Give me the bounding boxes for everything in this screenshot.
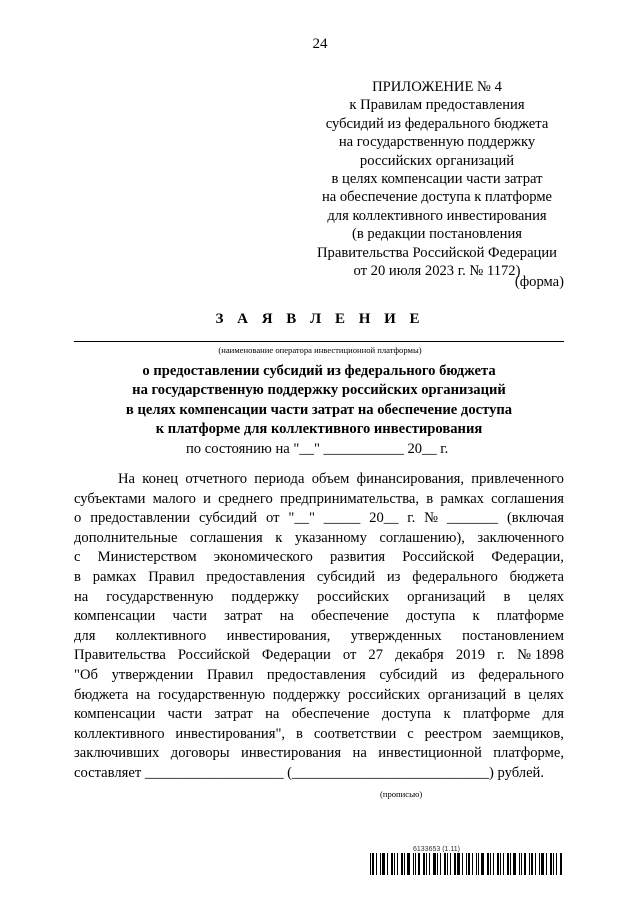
appendix-line: Правительства Российской Федерации (317, 244, 557, 261)
barcode-bar (541, 853, 544, 875)
body-word: указанному (294, 529, 367, 546)
barcode-bar (391, 853, 393, 875)
body-word: На (118, 471, 136, 487)
body-word: части (172, 608, 207, 625)
body-word: периода (254, 471, 305, 487)
barcode-bar (433, 853, 436, 875)
subject-line: о предоставлении субсидий из федерального бюджета (142, 363, 496, 379)
body-line (74, 744, 564, 764)
barcode-bar (550, 853, 552, 875)
barcode-bar (370, 853, 371, 875)
body-word: поддержку (272, 686, 341, 703)
barcode-bar (521, 853, 522, 875)
body-word: коллективного (74, 725, 165, 742)
barcode-bar (450, 853, 451, 875)
body-word: Федерации (261, 647, 331, 664)
body-word: на (265, 706, 280, 723)
body-word: доступа (405, 608, 456, 625)
body-word: инвестирования, (226, 627, 331, 644)
body-word: для (74, 627, 96, 644)
body-word: экономического (213, 549, 313, 566)
body-word: соглашению), (379, 529, 465, 546)
document-code: 6133653 (1.11) (413, 846, 460, 853)
body-word: федерального (412, 568, 498, 585)
body-line (74, 627, 564, 647)
body-word: из (386, 568, 401, 585)
body-word: "Об (74, 666, 98, 683)
barcode-bar (407, 853, 410, 875)
body-word: доступа (381, 706, 432, 723)
barcode-bar (503, 853, 504, 875)
body-word: в (513, 686, 521, 703)
body-word: от (342, 647, 357, 664)
body-word: субсидий (379, 666, 438, 683)
body-word: соглашения (491, 490, 564, 507)
body-word: в (295, 725, 303, 742)
body-word: обеспечение (291, 706, 370, 723)
body-word: Правил (206, 666, 254, 683)
barcode-bar (423, 853, 425, 875)
barcode-bar (510, 853, 511, 875)
body-word: отчетного (185, 471, 248, 487)
body-word: заключенного (477, 529, 564, 546)
barcode-bar (519, 853, 520, 875)
body-word: объем (311, 471, 350, 487)
body-word: платформе (463, 706, 531, 723)
barcode-bar (481, 853, 484, 875)
body-line (74, 705, 564, 725)
form-label: (форма) (514, 274, 564, 290)
body-word: заключивших (74, 745, 160, 762)
appendix-line: от 20 июля 2023 г. № 1172) (353, 263, 521, 280)
body-word: "__" (288, 510, 315, 527)
body-line (74, 588, 564, 608)
barcode-bar (380, 853, 381, 875)
amount-text: составляет ___________________ (___________________________) рублей. (74, 764, 545, 781)
body-word: и (203, 490, 211, 507)
barcode-bar (556, 853, 557, 875)
body-line (74, 686, 564, 706)
amount-line (74, 764, 564, 784)
body-word: части (167, 706, 203, 723)
barcode-bar (397, 853, 398, 875)
body-word: 27 (368, 647, 384, 664)
barcode-bar (387, 853, 388, 875)
body-word: Российской (402, 549, 475, 566)
body-line (74, 548, 564, 568)
barcode-bar (466, 853, 467, 875)
body-word: к (275, 529, 283, 546)
barcode-bar (444, 853, 446, 875)
barcode-bar (418, 853, 420, 875)
body-word: для (542, 706, 564, 723)
body-word: инвестирования", (175, 725, 286, 742)
body-word: инвестирования (241, 745, 342, 762)
body-word: в (426, 490, 434, 507)
body-line (74, 490, 564, 510)
body-word: платформе, (493, 745, 564, 762)
barcode-bar (454, 853, 456, 875)
appendix-line: на обеспечение доступа к платформе (321, 189, 553, 206)
body-word: утвержденных (350, 627, 442, 644)
body-word: 20__ (369, 510, 399, 527)
body-word: соглашения (189, 529, 263, 546)
body-word: на (136, 686, 151, 703)
body-word: инвестиционной (378, 745, 482, 762)
document-title: З А Я В Л Е Н И Е (215, 311, 425, 327)
body-word: предоставлении (90, 510, 191, 527)
body-word: компенсации (74, 706, 156, 723)
body-word: из (451, 666, 465, 683)
body-word: обеспечение (311, 608, 389, 625)
body-word: субъектами (74, 490, 146, 507)
barcode-bar (447, 853, 448, 875)
appendix-header (292, 78, 582, 280)
body-word: государственную (158, 686, 266, 703)
barcode-bar (535, 853, 536, 875)
barcode-bar (513, 853, 516, 875)
barcode-bar (394, 853, 395, 875)
body-word: Федерации, (491, 549, 564, 566)
body-word: Правительства (74, 647, 166, 664)
barcode-bar (440, 853, 441, 875)
body-line (74, 470, 564, 490)
body-word: коллективного (115, 627, 207, 644)
appendix-line: для коллективного инвестирования (327, 207, 547, 224)
barcode-bar (457, 853, 460, 875)
body-word: целях (528, 588, 564, 605)
body-word: в (74, 568, 81, 585)
barcode-bar (493, 853, 494, 875)
body-word: затрат (224, 608, 263, 625)
body-word: платформе (496, 608, 564, 625)
body-word: к (472, 608, 480, 625)
body-word: предоставления (206, 568, 306, 585)
body-word: с (74, 549, 81, 566)
body-word: реестром (424, 725, 482, 742)
document-subject (74, 362, 564, 440)
barcode-bar (531, 853, 533, 875)
barcode-bar (490, 853, 491, 875)
operator-name-caption: (наименование оператора инвестиционной платформы) (218, 345, 422, 355)
body-word: бюджета (74, 686, 129, 703)
body-word: федерального (478, 666, 564, 683)
operator-name-line (74, 341, 564, 342)
barcode-bar (401, 853, 403, 875)
body-word: предоставления (266, 666, 366, 683)
barcode-bar (429, 853, 430, 875)
body-line (74, 646, 564, 666)
body-word: (включая (506, 510, 564, 527)
barcode-bar (476, 853, 477, 875)
barcode-bar (426, 853, 427, 875)
body-word: малого (152, 490, 196, 507)
body-word: рамках (92, 568, 137, 585)
body-line (74, 607, 564, 627)
barcode-bar (478, 853, 479, 875)
barcode-image (370, 853, 564, 875)
barcode-bar (497, 853, 499, 875)
body-word: утверждении (111, 666, 194, 683)
subject-line: к платформе для коллективного инвестирования (155, 421, 483, 438)
body-word: организаций (427, 686, 507, 703)
barcode-bar (507, 853, 509, 875)
appendix-line: к Правилам предоставления (349, 97, 525, 114)
body-word: привлеченного (471, 471, 564, 487)
barcode-bar (539, 853, 540, 875)
body-line (74, 725, 564, 745)
body-word: на (279, 608, 294, 625)
body-word: _____ (323, 510, 361, 527)
body-word: 2019 (455, 647, 486, 664)
body-line (74, 529, 564, 549)
barcode-bar (553, 853, 554, 875)
body-word: поддержку (231, 588, 299, 605)
barcode-bar (468, 853, 470, 875)
body-word: бюджета (509, 568, 564, 585)
body-word: дополнительные (74, 529, 178, 546)
barcode-bar (404, 853, 405, 875)
body-word: декабря (395, 647, 444, 664)
barcode-bar (560, 853, 562, 875)
barcode-bar (487, 853, 489, 875)
body-word: постановлением (462, 627, 564, 644)
body-word: Правил (148, 568, 195, 585)
barcode-bar (372, 853, 374, 875)
body-word: заемщиков, (492, 725, 564, 742)
barcode-bar (500, 853, 501, 875)
barcode-bar (437, 853, 438, 875)
appendix-line: ПРИЛОЖЕНИЕ № 4 (372, 79, 502, 95)
body-line (74, 568, 564, 588)
body-word: среднего (218, 490, 273, 507)
body-line (74, 666, 564, 686)
amount-in-words-caption: (прописью) (380, 789, 423, 799)
body-word: на (352, 745, 367, 762)
barcode-bar (413, 853, 414, 875)
barcode-bar (415, 853, 416, 875)
barcode-bar (472, 853, 473, 875)
body-word: предпринимательства, (279, 490, 420, 507)
body-word: в (503, 588, 511, 605)
subject-line: на государственную поддержку российских организаций (132, 382, 506, 399)
body-word: целях (528, 686, 564, 703)
body-word: с (407, 725, 414, 742)
appendix-line: (в редакции постановления (352, 226, 522, 243)
body-word: г. (497, 647, 506, 664)
body-paragraph (74, 470, 564, 784)
body-word: затрат (214, 706, 253, 723)
appendix-line: в целях компенсации части затрат (331, 171, 543, 188)
body-word: договоры (170, 745, 230, 762)
body-word: субсидий (316, 568, 376, 585)
body-word: развития (329, 549, 386, 566)
body-word: к (443, 706, 451, 723)
body-word: российских (347, 686, 421, 703)
body-word: государственную (106, 588, 214, 605)
body-word: г. (407, 510, 416, 527)
body-word: рамках (440, 490, 484, 507)
body-word: субсидий (198, 510, 258, 527)
body-word: российских (316, 588, 390, 605)
body-word: организаций (407, 588, 486, 605)
body-word: Министерством (97, 549, 197, 566)
as-of-date: по состоянию на "__" ___________ 20__ г. (186, 441, 449, 457)
body-word: о (74, 510, 82, 527)
body-word: № 1898 (517, 647, 564, 664)
barcode-bar (524, 853, 526, 875)
barcode-bar (462, 853, 463, 875)
page-number: 24 (312, 36, 328, 52)
body-word: компенсации (74, 608, 156, 625)
subject-line: в целях компенсации части затрат на обеспечение доступа (125, 401, 513, 418)
body-word: на (74, 588, 89, 605)
body-word: от (266, 510, 280, 527)
body-line (74, 509, 564, 529)
body-word: Российской (177, 647, 250, 664)
body-word: соответствии (313, 725, 397, 742)
body-word: _______ (446, 510, 499, 527)
body-word: конец (142, 471, 179, 487)
body-word: финансирования, (356, 471, 465, 487)
barcode-bar (546, 853, 547, 875)
body-word: № (424, 510, 439, 527)
barcode-bar (529, 853, 530, 875)
barcode-bar (376, 853, 377, 875)
appendix-line: субсидий из федерального бюджета (325, 115, 549, 132)
appendix-line: на государственную поддержку (338, 134, 536, 151)
barcode-bar (382, 853, 385, 875)
appendix-line: российских организаций (359, 152, 515, 169)
